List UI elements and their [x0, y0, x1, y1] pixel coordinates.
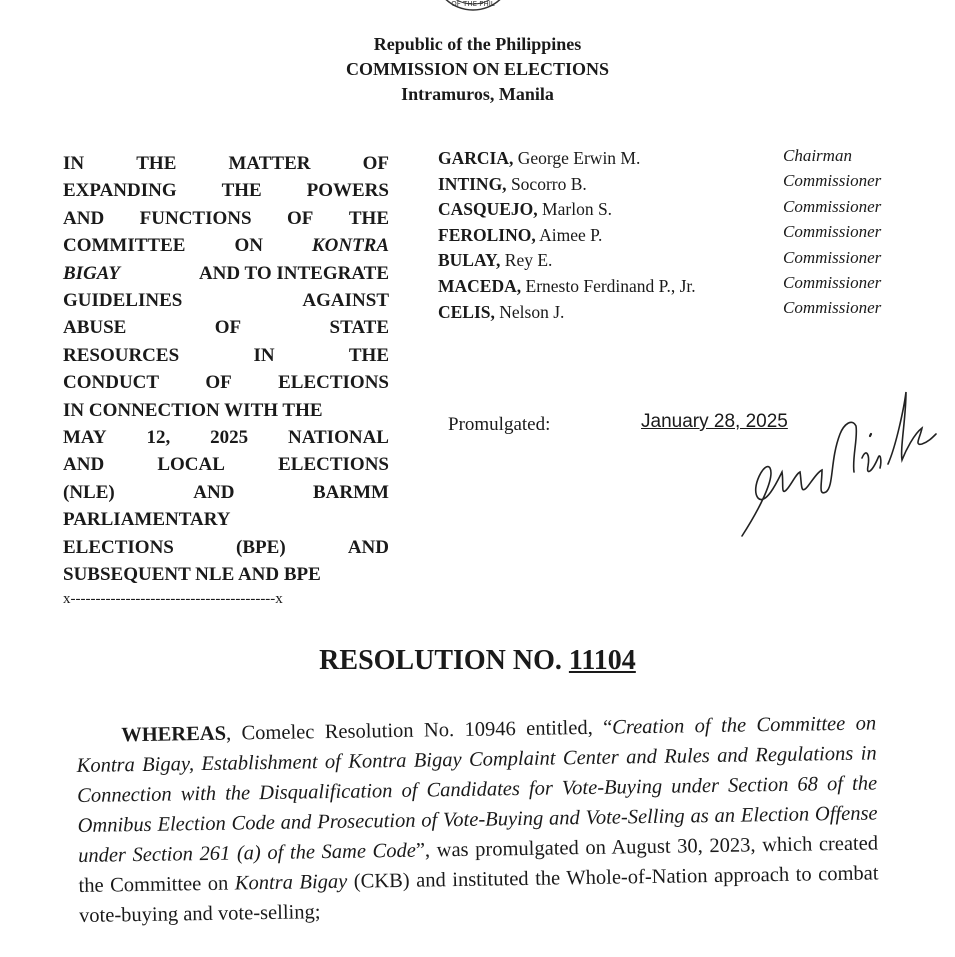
caption-word: FUNCTIONS [139, 207, 252, 229]
member-row [438, 146, 768, 172]
caption-line [63, 232, 389, 259]
caption-word: RESOURCES [63, 344, 180, 366]
caption-word: THE [221, 180, 262, 202]
caption-line [63, 534, 389, 561]
whereas-title-italic: Creation of the Committee on Kontra Bigay, Establishment of Kontra Bigay Complaint Center and Rules and Regulations in Connection with the Disqualification of Candidates for Vote-Buying under Section 68 of the Omnibus Election Code and Prosecution of Vote-Buying and Vote-Selling as an Election Offense under Section 261 (a) of the Same Code [76, 712, 878, 867]
member-given-name: Marlon S. [542, 199, 613, 220]
caption-line [63, 561, 389, 588]
caption-line [63, 314, 389, 341]
member-title: Commissioner [783, 171, 882, 191]
caption-word: GUIDELINES [63, 290, 183, 312]
caption-word: ABUSE [63, 317, 127, 339]
caption-word: AND [347, 536, 389, 558]
caption-word: THE [136, 153, 177, 174]
member-row [438, 197, 768, 223]
caption-word: AND [63, 454, 105, 476]
caption-line [63, 342, 389, 369]
member-given-name: Ernesto Ferdinand P., Jr. [525, 275, 696, 296]
caption-line [63, 287, 389, 314]
member-row [438, 274, 768, 300]
member-row [438, 248, 768, 274]
caption-word: AND [193, 481, 235, 503]
caption-italic-word: BIGAY [63, 262, 121, 284]
whereas-kontra-bigay: Kontra Bigay [234, 870, 348, 895]
member-row [438, 300, 768, 326]
member-surname: MACEDA, [438, 275, 522, 296]
caption-word: MAY [63, 427, 107, 449]
member-surname: CASQUEJO, [438, 199, 538, 220]
whereas-paragraph [76, 708, 879, 931]
caption-word: OF [287, 207, 314, 229]
resolution-number: 11104 [568, 645, 636, 676]
caption-word: BARMM [313, 481, 389, 503]
member-title: Commissioner [783, 247, 882, 267]
promulgated-label: Promulgated: [448, 414, 551, 435]
caption-word: 12, [146, 427, 171, 449]
member-title: Commissioner [783, 273, 882, 293]
whereas-text-3: (CKB) and instituted the Whole-of-Nation approach to combat vote-buying and vote-selling; [78, 862, 879, 927]
signature-icon [730, 388, 940, 540]
caption-word: AND [63, 207, 105, 229]
letterhead-commission: COMMISSION ON ELECTIONS [345, 59, 610, 79]
caption-word: PARLIAMENTARY [63, 509, 231, 531]
caption-word: IN [253, 344, 275, 366]
caption-word: ELECTIONS [278, 454, 389, 476]
caption-word: THE [348, 344, 389, 366]
member-title: Commissioner [783, 298, 882, 318]
member-surname: INTING, [438, 173, 507, 194]
caption-word: IN [63, 153, 85, 174]
caption-italic-word: KONTRA [311, 235, 389, 257]
member-row [438, 223, 768, 249]
caption-word: AND TO INTEGRATE [198, 262, 389, 284]
caption-word: ON [234, 235, 263, 257]
letterhead-address: Intramuros, Manila [401, 84, 554, 104]
member-title: Commissioner [783, 196, 882, 216]
caption-word: COMMITTEE [63, 235, 186, 257]
member-given-name: Aimee P. [539, 224, 603, 245]
caption-word: EXPANDING [63, 180, 177, 202]
caption-word: ELECTIONS [63, 536, 174, 558]
member-surname: BULAY, [438, 250, 501, 271]
member-surname: GARCIA, [438, 148, 514, 168]
member-surname: FEROLINO, [438, 224, 536, 245]
caption-word: ELECTIONS [278, 372, 389, 394]
caption-line [63, 260, 389, 287]
caption-word: OF [205, 372, 232, 394]
caption-word [63, 260, 120, 287]
letterhead [0, 32, 955, 107]
commission-members-list [438, 146, 768, 325]
caption-word [312, 232, 389, 259]
caption-word: AGAINST [302, 290, 389, 312]
member-title: Commissioner [783, 222, 882, 242]
caption-word: THE [348, 207, 389, 229]
caption-line [63, 397, 389, 424]
member-given-name: Socorro B. [510, 173, 587, 194]
promulgated-date: January 28, 2025 [641, 411, 788, 432]
caption-word: (NLE) [63, 481, 115, 503]
caption-word: 2025 [210, 427, 249, 449]
caption-line [63, 369, 389, 396]
resolution-prefix: RESOLUTION NO. [319, 645, 562, 676]
whereas-text-2: ”, was promulgated on August 30, 2023, which created the Committee on [78, 832, 879, 897]
caption-separator: x-----------------------------------------x [63, 590, 283, 607]
caption-word: CONDUCT [63, 372, 160, 394]
caption-word: POWERS [306, 180, 389, 202]
caption-word: (BPE) [236, 536, 286, 558]
whereas-text-1: , Comelec Resolution No. 10946 entitled, “ [225, 716, 613, 745]
member-given-name: George Erwin M. [517, 148, 641, 168]
whereas-lead: WHEREAS [121, 722, 227, 747]
caption-line [63, 451, 389, 478]
caption-line [63, 205, 389, 232]
caption-word: OF [362, 153, 389, 174]
member-given-name: Rey E. [504, 250, 553, 271]
caption-word: IN CONNECTION WITH THE [63, 399, 323, 421]
caption-word: STATE [329, 317, 389, 339]
caption-line [63, 479, 389, 506]
seal-text: OF THE PHIL [451, 0, 495, 8]
caption-word: LOCAL [157, 454, 225, 476]
caption-line [63, 424, 389, 451]
caption-line [63, 506, 389, 533]
commission-titles-list [783, 143, 933, 321]
caption-word: OF [214, 317, 242, 339]
member-row [438, 172, 768, 198]
in-the-matter-caption [63, 150, 389, 609]
caption-word: MATTER [228, 153, 311, 174]
caption-word: SUBSEQUENT NLE AND BPE [63, 564, 321, 586]
resolution-title [0, 645, 955, 677]
caption-word: NATIONAL [287, 427, 389, 449]
member-title: Chairman [783, 146, 852, 165]
caption-line [63, 177, 389, 204]
letterhead-republic: Republic of the Philippines [373, 34, 582, 54]
caption-line [63, 150, 389, 177]
member-given-name: Nelson J. [499, 301, 565, 322]
comelec-seal-icon [418, 0, 528, 14]
member-surname: CELIS, [438, 301, 495, 322]
